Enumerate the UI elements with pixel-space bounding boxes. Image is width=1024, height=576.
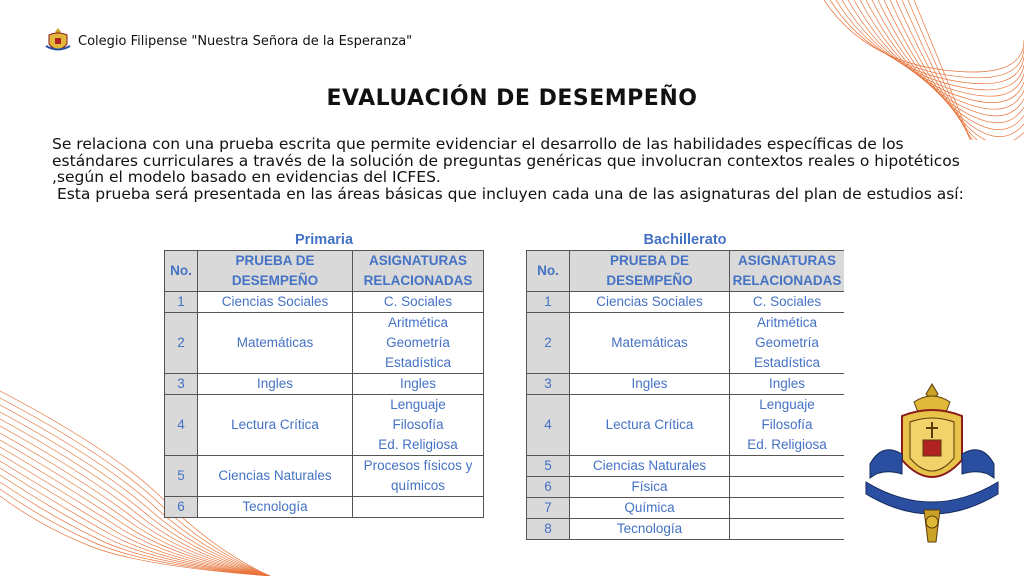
- asignaturas-cell: [353, 497, 484, 518]
- prueba-cell: Lectura Crítica: [198, 395, 353, 456]
- asignatura-item: Geometría: [755, 335, 819, 350]
- school-name: Colegio Filipense "Nuestra Señora de la Esperanza": [78, 33, 413, 49]
- prueba-cell: Ciencias Sociales: [570, 292, 730, 313]
- table-row: [165, 292, 484, 313]
- asignaturas-cell: [353, 395, 484, 456]
- asignatura-item: Lenguaje: [390, 397, 446, 412]
- table-row: [527, 456, 845, 477]
- prueba-cell: Ingles: [570, 374, 730, 395]
- table-row: [527, 498, 845, 519]
- row-number: 6: [165, 497, 198, 518]
- prueba-cell: Ciencias Naturales: [198, 456, 353, 497]
- primaria-table-section: [164, 230, 484, 518]
- row-number: 8: [527, 519, 570, 540]
- school-logo-icon: [44, 26, 72, 56]
- asignatura-item: Ingles: [399, 376, 437, 391]
- prueba-cell: Matemáticas: [570, 313, 730, 374]
- asignaturas-cell: [730, 395, 845, 456]
- prueba-cell: Ingles: [198, 374, 353, 395]
- header-prueba: PRUEBA DE DESEMPEÑO: [570, 251, 730, 292]
- asignatura-item: Estadística: [384, 355, 452, 370]
- body-text: [52, 136, 992, 202]
- prueba-cell: Física: [570, 477, 730, 498]
- asignatura-item: Estadística: [753, 355, 821, 370]
- primaria-table: [164, 250, 484, 518]
- table-row: [527, 374, 845, 395]
- decorative-waves-top-right: [804, 0, 1024, 140]
- prueba-cell: Tecnología: [570, 519, 730, 540]
- table-row: [527, 519, 845, 540]
- description-paragraph: Se relaciona con una prueba escrita que permite evidenciar el desarrollo de las habilidades específicas de los estándares curriculares a través de la solución de preguntas genéricas que involucran contextos reales o hipotéticos ,según el modelo basado en evidencias del ICFES.: [52, 135, 960, 186]
- table-row: [165, 313, 484, 374]
- prueba-cell: Ciencias Sociales: [198, 292, 353, 313]
- table-row: [165, 395, 484, 456]
- prueba-cell: Ciencias Naturales: [570, 456, 730, 477]
- prueba-cell: Lectura Crítica: [570, 395, 730, 456]
- header-asignaturas: ASIGNATURAS RELACIONADAS: [730, 251, 845, 292]
- header-prueba: PRUEBA DE DESEMPEÑO: [198, 251, 353, 292]
- bachillerato-table: [526, 250, 844, 540]
- asignaturas-cell: [730, 313, 845, 374]
- asignaturas-cell: [353, 456, 484, 497]
- asignatura-item: Aritmética: [387, 315, 448, 330]
- asignaturas-cell: [353, 313, 484, 374]
- school-crest-icon: [862, 382, 1002, 547]
- table-row: [527, 313, 845, 374]
- table-row: [527, 395, 845, 456]
- areas-paragraph: Esta prueba será presentada en las áreas básicas que incluyen cada una de las asignaturas del plan de estudios así:: [52, 184, 964, 203]
- primaria-table-title: Primaria: [294, 232, 354, 248]
- row-number: 5: [527, 456, 570, 477]
- row-number: 4: [165, 395, 198, 456]
- table-row: [165, 374, 484, 395]
- row-number: 2: [527, 313, 570, 374]
- asignatura-item: C. Sociales: [752, 294, 822, 309]
- prueba-cell: Tecnología: [198, 497, 353, 518]
- row-number: 1: [165, 292, 198, 313]
- asignatura-item: C. Sociales: [383, 294, 453, 309]
- asignatura-item: Lenguaje: [759, 397, 815, 412]
- asignatura-item: químicos: [390, 478, 446, 493]
- table-row: [165, 497, 484, 518]
- row-number: 7: [527, 498, 570, 519]
- header-asignaturas: ASIGNATURAS RELACIONADAS: [353, 251, 484, 292]
- asignaturas-cell: [730, 477, 845, 498]
- table-row: [527, 477, 845, 498]
- header: [44, 26, 412, 56]
- prueba-cell: Matemáticas: [198, 313, 353, 374]
- asignatura-item: Filosofía: [392, 417, 444, 432]
- asignaturas-cell: [730, 519, 845, 540]
- bachillerato-table-section: [526, 230, 844, 540]
- row-number: 3: [165, 374, 198, 395]
- asignatura-item: Filosofía: [761, 417, 813, 432]
- header-no: No.: [165, 251, 198, 292]
- asignaturas-cell: [730, 456, 845, 477]
- row-number: 3: [527, 374, 570, 395]
- page-title: EVALUACIÓN DE DESEMPEÑO: [326, 86, 698, 111]
- asignatura-item: Procesos físicos y: [363, 458, 473, 473]
- asignatura-item: Ed. Religiosa: [747, 437, 827, 452]
- row-number: 5: [165, 456, 198, 497]
- row-number: 4: [527, 395, 570, 456]
- asignatura-item: Geometría: [386, 335, 450, 350]
- asignatura-item: Ed. Religiosa: [378, 437, 458, 452]
- asignaturas-cell: [730, 374, 845, 395]
- header-no: No.: [527, 251, 570, 292]
- asignaturas-cell: [353, 292, 484, 313]
- row-number: 6: [527, 477, 570, 498]
- asignatura-item: Aritmética: [756, 315, 817, 330]
- table-row: [527, 292, 845, 313]
- prueba-cell: Química: [570, 498, 730, 519]
- asignaturas-cell: [730, 292, 845, 313]
- asignaturas-cell: [730, 498, 845, 519]
- table-row: [165, 456, 484, 497]
- row-number: 2: [165, 313, 198, 374]
- asignatura-item: Ingles: [768, 376, 806, 391]
- bachillerato-table-title: Bachillerato: [643, 232, 727, 248]
- row-number: 1: [527, 292, 570, 313]
- asignaturas-cell: [353, 374, 484, 395]
